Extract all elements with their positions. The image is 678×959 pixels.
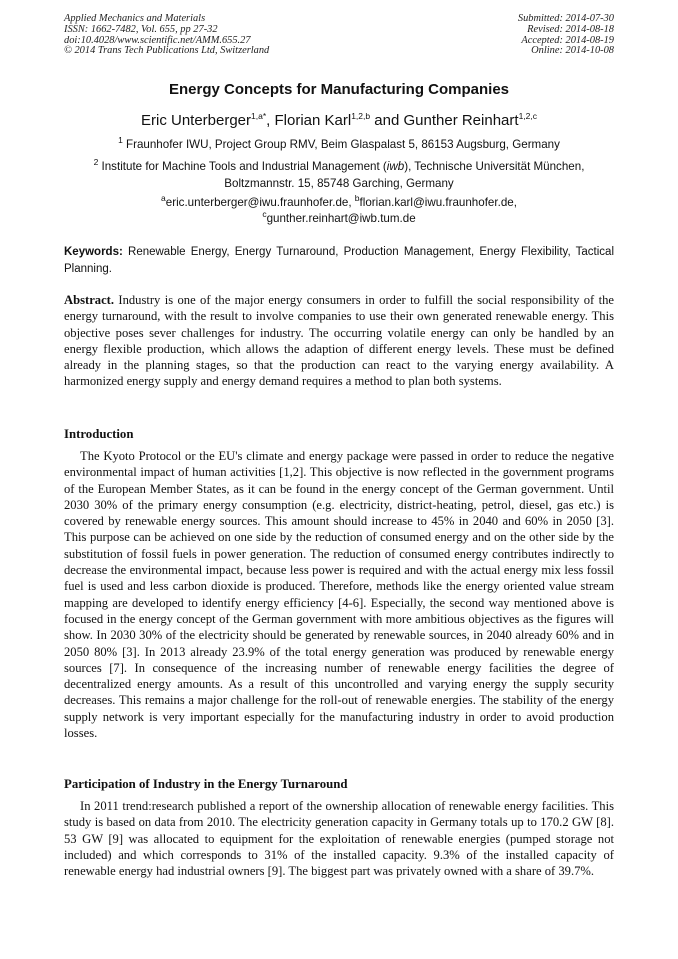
author-affiliation-mark: 1,a*	[251, 111, 267, 121]
date-accepted: Accepted: 2014-08-19	[521, 34, 614, 46]
affiliation-text: Fraunhofer IWU, Project Group RMV, Beim Glaspalast 5, 86153 Augsburg, Germany	[122, 138, 560, 151]
affiliation-text: ), Technische Universität München,	[404, 160, 585, 173]
date-online: Online: 2014-10-08	[531, 45, 614, 57]
author-affiliation-mark: 1,2,c	[518, 111, 537, 121]
author-separator: ,	[266, 112, 275, 129]
publication-dates	[518, 14, 614, 57]
paper-title: Energy Concepts for Manufacturing Companies	[168, 81, 510, 98]
keywords	[64, 244, 614, 277]
email-link[interactable]: eric.unterberger@iwu.fraunhofer.de,	[165, 196, 355, 209]
author-name: Eric Unterberger	[140, 112, 252, 129]
author-separator: and	[370, 112, 404, 129]
journal-issn: ISSN: 1662-7482, Vol. 655, pp 27-32	[64, 23, 218, 35]
email-link[interactable]: gunther.reinhart@iwb.tum.de	[266, 211, 416, 225]
journal-name: Applied Mechanics and Materials	[64, 13, 206, 24]
affiliation-abbrev: iwb	[386, 160, 405, 173]
author-list	[40, 112, 638, 130]
affiliation-1	[60, 136, 618, 153]
journal-doi[interactable]: doi:10.4028/www.scientific.net/AMM.655.27	[64, 34, 251, 46]
author-emails	[60, 195, 618, 226]
affiliation-mark: 1	[118, 135, 123, 146]
abstract	[64, 292, 614, 390]
affiliation-2	[60, 158, 618, 192]
author-name: Florian Karl	[274, 112, 352, 129]
email-link[interactable]: florian.karl@iwu.fraunhofer.de,	[359, 196, 517, 209]
section-heading-participation: Participation of Industry in the Energy Turnaround	[64, 777, 348, 791]
affiliation-address: Boltzmannstr. 15, 85748 Garching, Germany	[224, 177, 454, 190]
abstract-label: Abstract.	[64, 293, 115, 307]
journal-copyright: © 2014 Trans Tech Publications Ltd, Switzerland	[64, 45, 270, 57]
date-submitted: Submitted: 2014-07-30	[517, 13, 614, 24]
journal-info	[64, 14, 269, 57]
keywords-label: Keywords:	[64, 246, 123, 258]
abstract-text: Industry is one of the major energy consumers in order to fulfill the social responsibility of the energy turnaround, with the result to involve companies to use their own generated renewable energy. This objective poses sever challenges for industry. The occurring volatile energy can only be handled by an energy flexible production, which allows the adaption of different energy levels. These must be defined already in the planning stages, so that the production can react to the varying energy availability. A harmonized energy supply and energy demand requires a method to plan both systems.	[64, 293, 614, 389]
email-mark: c	[262, 208, 267, 219]
keywords-text: Renewable Energy, Energy Turnaround, Production Management, Energy Flexibility, Tactical Planning.	[64, 246, 614, 275]
author-affiliation-mark: 1,2,b	[351, 111, 371, 121]
date-revised: Revised: 2014-08-18	[527, 23, 614, 35]
affiliation-text: Institute for Machine Tools and Industrial Management (	[98, 160, 387, 173]
email-mark: b	[354, 193, 360, 204]
affiliation-mark: 2	[93, 157, 99, 168]
participation-paragraph: In 2011 trend:research published a report of the ownership allocation of renewable energy facilities. This study is based on data from 2010. The electricity generation capacity in Germany totals up to 170.2 GW [8]. 53 GW [9] was allocated to equipment for the exploitation of renewable energies (pumped storage not included) and which corresponds to 31% of the installed capacity. 9.3% of the installed capacity of renewable energy had industrial owners [9]. The biggest part was privately owned with a share of 39.7%.	[64, 799, 614, 879]
email-mark: a	[161, 193, 166, 204]
introduction-paragraph: The Kyoto Protocol or the EU's climate and energy package were passed in order to reduce the negative environmental impact of human activities [1,2]. This objective is now reflected in the government programs of the European Member States, as it can be found in the energy concept of the German government. Until 2030 30% of the primary energy consumption (e.g. electricity, district-heating, petrol, diesel, gas etc.) is covered by renewable energy sources. This amount should increase to 45% in 2040 and 60% in 2050 [3]. This purpose can be achieved on one side by the reduction of consumed energy and on the other side by the substitution of fossil fuels in power generation. The reduction of consumed energy contributes indirectly to decrease the environmental impact, because less power is required and with the actual energy mix less fossil fuel is used and less carbon dioxide is produced. Therefore, methods like the energy oriented value stream mapping are developed to identify energy efficiency [4-6]. Especially, the second way mentioned above is focused in the energy concept of the German government with more ambitious objectives as the figures will show. In 2030 30% of the electricity should be generated by renewable sources, in 2040 already 60% and in 2050 80% [3]. In 2013 already 23.9% of the total energy generation was produced by renewable energy sources [7]. In consequence of the increasing number of renewable energy facilities the degree of decentralized energy amounts. As a result of this uncontrolled and varying energy the supply security decreases. This remains a major challenge for the roll-out of renewable energies. The stability of the energy supply network is very important especially for the manufacturing industry in order to avoid production losses.	[64, 449, 614, 741]
author-name: Gunther Reinhart	[403, 112, 519, 129]
section-heading-introduction: Introduction	[64, 427, 134, 441]
